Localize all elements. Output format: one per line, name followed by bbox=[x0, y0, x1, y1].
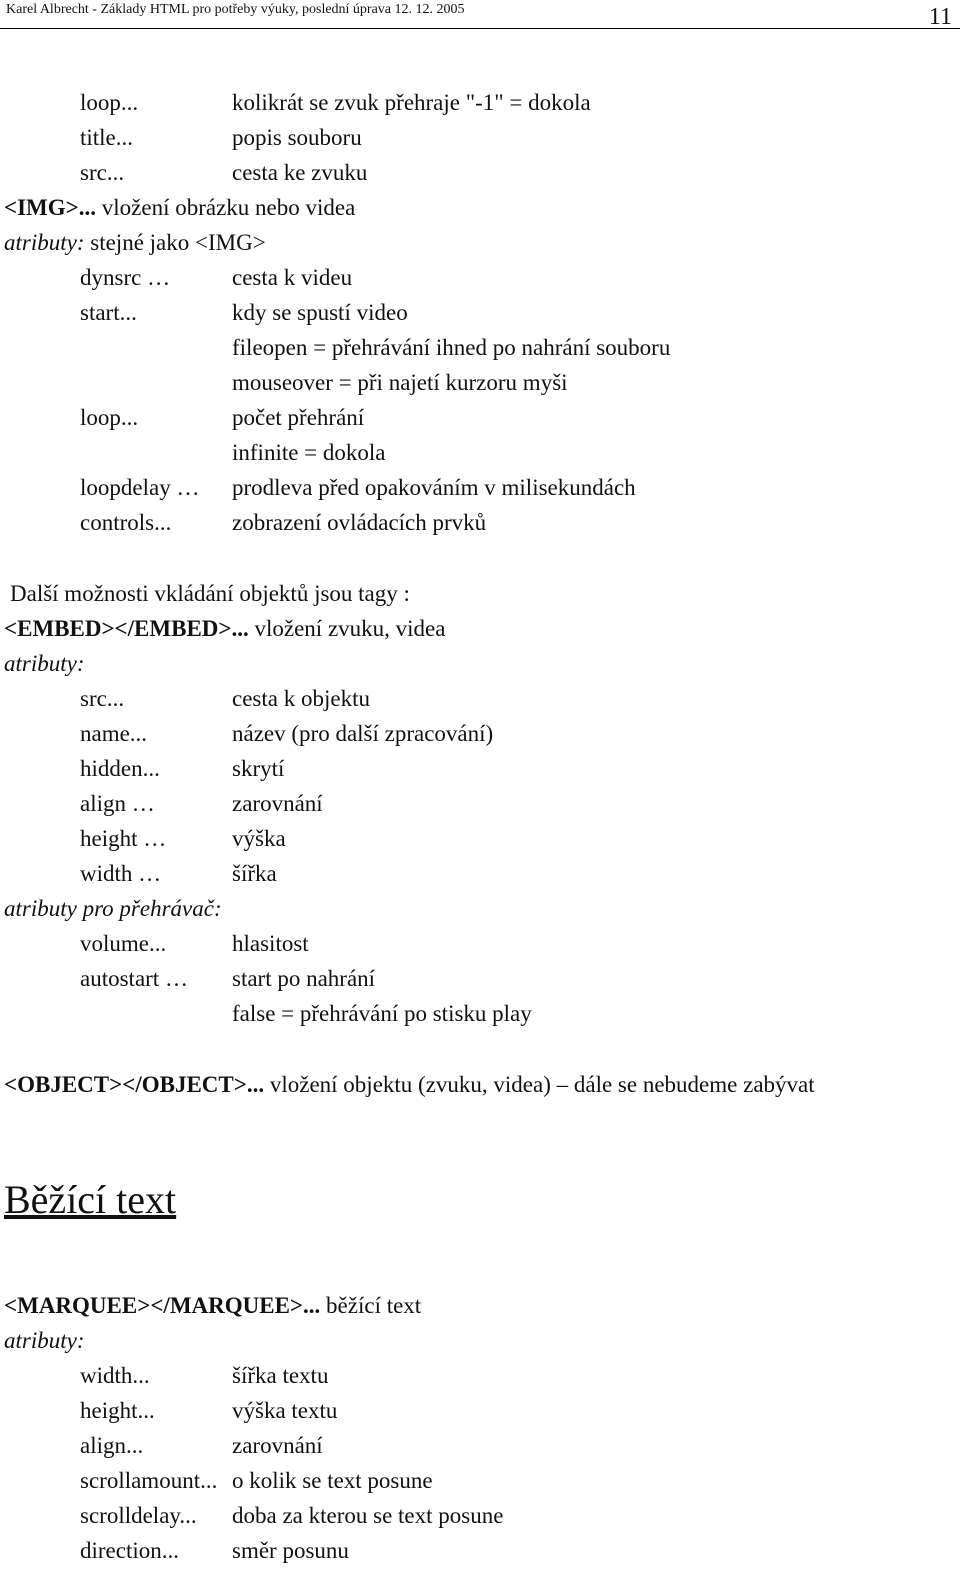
attr-key: scrollamount... bbox=[80, 1468, 218, 1493]
page-header bbox=[0, 0, 960, 28]
img-tag: <IMG>... bbox=[4, 195, 97, 220]
page-number: 11 bbox=[928, 4, 952, 30]
attr-value: fileopen = přehrávání ihned po nahrání souboru bbox=[232, 335, 671, 360]
marquee-desc: běžící text bbox=[320, 1293, 422, 1318]
attr-value: prodleva před opakováním v milisekundách bbox=[232, 475, 636, 500]
marquee-attr-label: atributy: bbox=[4, 1328, 85, 1353]
attr-value: popis souboru bbox=[232, 125, 362, 150]
embed-tag: <EMBED></EMBED>... bbox=[4, 616, 249, 641]
attr-value: výška textu bbox=[232, 1398, 338, 1423]
attr-key: direction... bbox=[80, 1538, 179, 1563]
attr-key: height … bbox=[80, 826, 167, 851]
attr-value: kdy se spustí video bbox=[232, 300, 408, 325]
attr-value: směr posunu bbox=[232, 1538, 349, 1563]
attr-key: controls... bbox=[80, 510, 172, 535]
attr-value: cesta ke zvuku bbox=[232, 160, 368, 185]
object-tag: <OBJECT></OBJECT>... bbox=[4, 1072, 265, 1097]
img-tag-line bbox=[4, 194, 355, 222]
attr-key: src... bbox=[80, 160, 125, 185]
attr-value: skrytí bbox=[232, 756, 285, 781]
attr-key: name... bbox=[80, 721, 148, 746]
attr-key: start... bbox=[80, 300, 137, 325]
attr-value: zarovnání bbox=[232, 1433, 323, 1458]
attr-value: false = přehrávání po stisku play bbox=[232, 1001, 532, 1026]
header-divider bbox=[0, 28, 960, 29]
attr-value: hlasitost bbox=[232, 931, 309, 956]
attr-rest: stejné jako <IMG> bbox=[84, 230, 266, 255]
attr-key: align … bbox=[80, 791, 155, 816]
embed-intro: Další možnosti vkládání objektů jsou tagy : bbox=[10, 581, 410, 606]
attr-key: width … bbox=[80, 861, 162, 886]
attr-label: atributy: bbox=[4, 230, 85, 255]
attr-key: volume... bbox=[80, 931, 167, 956]
attr-value: šířka textu bbox=[232, 1363, 329, 1388]
attr-value: výška bbox=[232, 826, 286, 851]
attr-value: zobrazení ovládacích prvků bbox=[232, 510, 487, 535]
attr-value: název (pro další zpracování) bbox=[232, 721, 494, 746]
attr-key: hidden... bbox=[80, 756, 160, 781]
attr-key: src... bbox=[80, 686, 125, 711]
attr-key: height... bbox=[80, 1398, 155, 1423]
attr-key: autostart … bbox=[80, 966, 188, 991]
attr-key: loop... bbox=[80, 90, 139, 115]
attr-key: scrolldelay... bbox=[80, 1503, 197, 1528]
attr-value: o kolik se text posune bbox=[232, 1468, 433, 1493]
attr-key: width... bbox=[80, 1363, 150, 1388]
attr-value: cesta k videu bbox=[232, 265, 353, 290]
object-tag-line bbox=[4, 1071, 815, 1099]
section-title: Běžící text bbox=[4, 1177, 177, 1222]
object-desc: vložení objektu (zvuku, videa) – dále se nebudeme zabývat bbox=[264, 1072, 815, 1097]
attr-value: infinite = dokola bbox=[232, 440, 386, 465]
marquee-tag: <MARQUEE></MARQUEE>... bbox=[4, 1293, 321, 1318]
attr-key: loop... bbox=[80, 405, 139, 430]
embed-desc: vložení zvuku, videa bbox=[248, 616, 446, 641]
attr-key: align... bbox=[80, 1433, 144, 1458]
attr-key: loopdelay … bbox=[80, 475, 200, 500]
attr-value: počet přehrání bbox=[232, 405, 365, 430]
attr-value: cesta k objektu bbox=[232, 686, 370, 711]
img-attr-line bbox=[4, 229, 266, 257]
attr-value: doba za kterou se text posune bbox=[232, 1503, 504, 1528]
marquee-tag-line bbox=[4, 1292, 421, 1320]
attr-value: šířka bbox=[232, 861, 277, 886]
embed-attr-label: atributy: bbox=[4, 651, 85, 676]
attr-key: dynsrc … bbox=[80, 265, 171, 290]
attr-value: kolikrát se zvuk přehraje "-1" = dokola bbox=[232, 90, 591, 115]
header-text: Karel Albrecht - Základy HTML pro potřeby výuky, poslední úprava 12. 12. 2005 bbox=[6, 2, 465, 17]
attr-key: title... bbox=[80, 125, 134, 150]
img-desc: vložení obrázku nebo videa bbox=[96, 195, 356, 220]
attr-value: start po nahrání bbox=[232, 966, 376, 991]
attr-value: zarovnání bbox=[232, 791, 323, 816]
attr-value: mouseover = při najetí kurzoru myši bbox=[232, 370, 568, 395]
player-attr-label: atributy pro přehrávač: bbox=[4, 896, 222, 921]
embed-tag-line bbox=[4, 615, 445, 643]
